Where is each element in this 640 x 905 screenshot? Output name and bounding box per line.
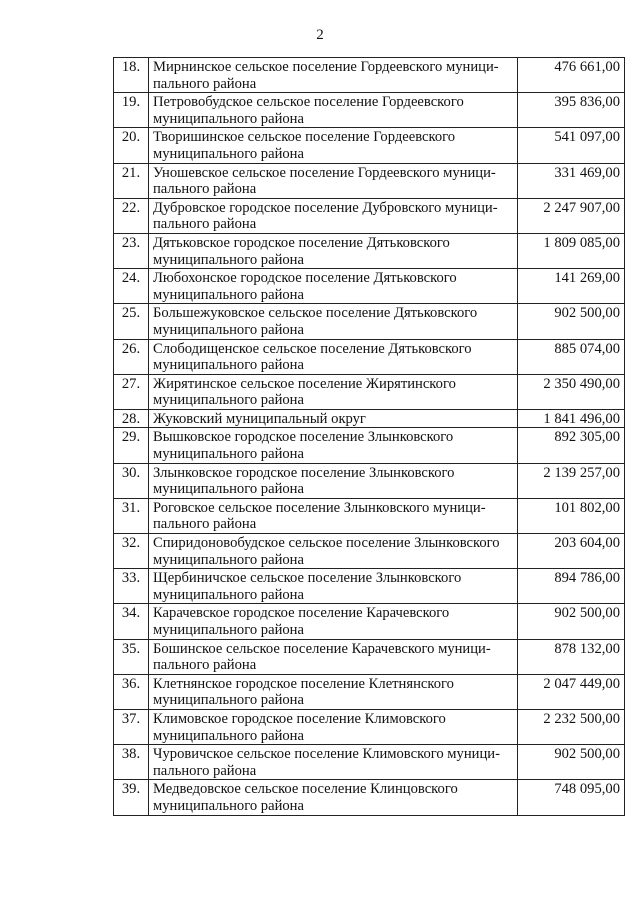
table-row	[114, 709, 625, 744]
amount-cell: 1 841 496,00	[518, 409, 625, 428]
amount-cell: 894 786,00	[518, 569, 625, 604]
settlement-name-cell: Бошинское сельское поселение Карачевского муниципального района	[149, 639, 518, 674]
row-number-cell: 29.	[114, 428, 149, 463]
table-row	[114, 639, 625, 674]
table-row	[114, 604, 625, 639]
row-number-cell: 28.	[114, 409, 149, 428]
settlement-name-cell: Творишинское сельское поселение Гордеевского муниципального района	[149, 128, 518, 163]
amount-cell: 541 097,00	[518, 128, 625, 163]
amount-cell: 902 500,00	[518, 604, 625, 639]
amount-cell: 878 132,00	[518, 639, 625, 674]
settlement-name-cell: Дубровское городское поселение Дубровского муниципального района	[149, 198, 518, 233]
amount-cell: 395 836,00	[518, 93, 625, 128]
settlement-name-cell: Климовское городское поселение Климовского муниципального района	[149, 709, 518, 744]
row-number-cell: 22.	[114, 198, 149, 233]
table-row	[114, 128, 625, 163]
settlement-name-cell: Жуковский муниципальный округ	[149, 409, 518, 428]
table-row	[114, 163, 625, 198]
row-number-cell: 18.	[114, 58, 149, 93]
table-row	[114, 498, 625, 533]
amount-cell: 885 074,00	[518, 339, 625, 374]
settlement-name-cell: Петровобудское сельское поселение Гордеевского муниципального района	[149, 93, 518, 128]
page-number: 2	[316, 27, 324, 43]
amount-cell: 331 469,00	[518, 163, 625, 198]
row-number-cell: 19.	[114, 93, 149, 128]
row-number-cell: 30.	[114, 463, 149, 498]
row-number-cell: 39.	[114, 780, 149, 815]
settlement-name-cell: Дятьковское городское поселение Дятьковского муниципального района	[149, 233, 518, 268]
row-number-cell: 37.	[114, 709, 149, 744]
settlement-name-cell: Вышковское городское поселение Злынковского муниципального района	[149, 428, 518, 463]
amount-cell: 203 604,00	[518, 534, 625, 569]
row-number-cell: 35.	[114, 639, 149, 674]
amount-cell: 141 269,00	[518, 269, 625, 304]
row-number-cell: 38.	[114, 745, 149, 780]
row-number-cell: 33.	[114, 569, 149, 604]
settlement-name-cell: Роговское сельское поселение Злынковского муниципального района	[149, 498, 518, 533]
row-number-cell: 27.	[114, 374, 149, 409]
settlement-name-cell: Слободищенское сельское поселение Дятьковского муниципального района	[149, 339, 518, 374]
row-number-cell: 26.	[114, 339, 149, 374]
settlement-name-cell: Большежуковское сельское поселение Дятьковского муниципального района	[149, 304, 518, 339]
table-row	[114, 463, 625, 498]
table-row	[114, 409, 625, 428]
settlement-name-cell: Уношевское сельское поселение Гордеевского муниципального района	[149, 163, 518, 198]
table-body	[114, 58, 625, 816]
amount-cell: 2 139 257,00	[518, 463, 625, 498]
table-row	[114, 374, 625, 409]
settlement-name-cell: Карачевское городское поселение Карачевского муниципального района	[149, 604, 518, 639]
table-row	[114, 780, 625, 815]
amount-cell: 892 305,00	[518, 428, 625, 463]
amount-cell: 902 500,00	[518, 304, 625, 339]
amount-cell: 101 802,00	[518, 498, 625, 533]
table-row	[114, 569, 625, 604]
settlement-name-cell: Клетнянское городское поселение Клетнянского муниципального района	[149, 674, 518, 709]
table-row	[114, 93, 625, 128]
table-row	[114, 269, 625, 304]
amount-cell: 2 232 500,00	[518, 709, 625, 744]
settlement-name-cell: Спиридоновобудское сельское поселение Злынковского муниципального района	[149, 534, 518, 569]
amount-cell: 476 661,00	[518, 58, 625, 93]
amount-cell: 748 095,00	[518, 780, 625, 815]
table-row	[114, 58, 625, 93]
row-number-cell: 34.	[114, 604, 149, 639]
settlement-name-cell: Любохонское городское поселение Дятьковского муниципального района	[149, 269, 518, 304]
amount-cell: 2 047 449,00	[518, 674, 625, 709]
table-row	[114, 198, 625, 233]
amount-cell: 2 350 490,00	[518, 374, 625, 409]
table-row	[114, 304, 625, 339]
row-number-cell: 21.	[114, 163, 149, 198]
amount-cell: 1 809 085,00	[518, 233, 625, 268]
row-number-cell: 32.	[114, 534, 149, 569]
table-row	[114, 745, 625, 780]
settlement-name-cell: Чуровичское сельское поселение Климовского муниципального района	[149, 745, 518, 780]
table-row	[114, 339, 625, 374]
row-number-cell: 25.	[114, 304, 149, 339]
table-row	[114, 428, 625, 463]
settlement-name-cell: Злынковское городское поселение Злынковского муниципального района	[149, 463, 518, 498]
settlement-name-cell: Жирятинское сельское поселение Жирятинского муниципального района	[149, 374, 518, 409]
row-number-cell: 36.	[114, 674, 149, 709]
municipalities-table	[113, 57, 625, 816]
amount-cell: 902 500,00	[518, 745, 625, 780]
table-row	[114, 674, 625, 709]
row-number-cell: 23.	[114, 233, 149, 268]
row-number-cell: 31.	[114, 498, 149, 533]
table-row	[114, 534, 625, 569]
table-row	[114, 233, 625, 268]
row-number-cell: 20.	[114, 128, 149, 163]
amount-cell: 2 247 907,00	[518, 198, 625, 233]
settlement-name-cell: Медведовское сельское поселение Клинцовского муниципального района	[149, 780, 518, 815]
row-number-cell: 24.	[114, 269, 149, 304]
settlement-name-cell: Щербиничское сельское поселение Злынковского муниципального района	[149, 569, 518, 604]
settlement-name-cell: Мирнинское сельское поселение Гордеевского муниципального района	[149, 58, 518, 93]
